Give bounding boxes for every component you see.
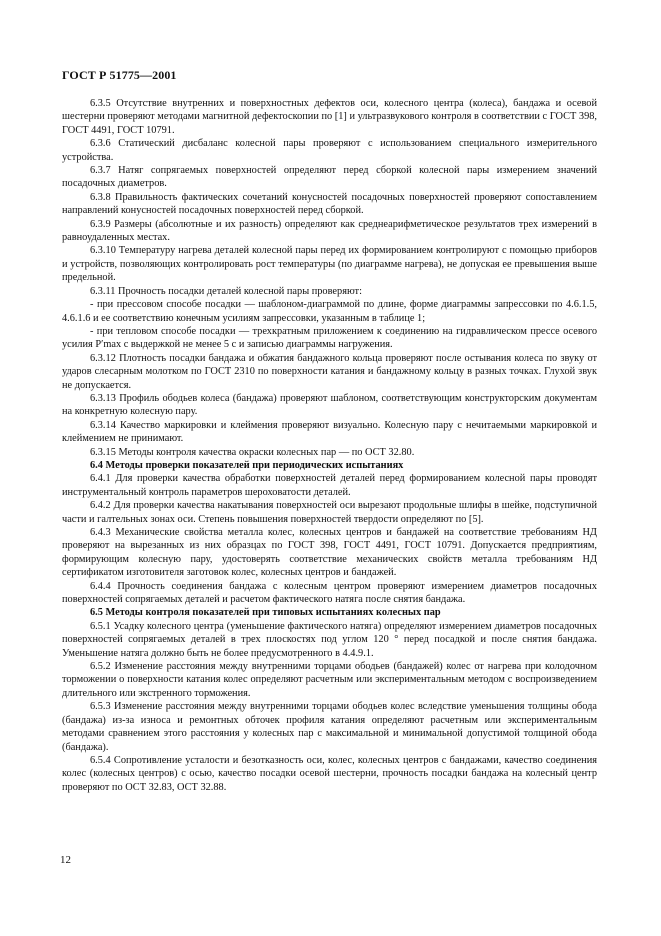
paragraph: 6.3.10 Температуру нагрева деталей колесной пары перед их формированием контролируют с помощью приборов и устройств, позволяющих контролировать рост температуры (по диаграмме нагрева), не допуская ее превышения выше предельной. <box>62 245 597 284</box>
section-heading: 6.5 Методы контроля показателей при типовых испытаниях колесных пар <box>90 607 441 619</box>
paragraph: 6.4.2 Для проверки качества накатывания поверхностей оси вырезают продольные шлифы в шейке, подступичной части и галтельных зонах оси. Степень повышения поверхностей твердости определяют по [5]. <box>62 500 597 525</box>
page-number: 12 <box>60 854 71 866</box>
document-body <box>62 97 597 794</box>
paragraph: 6.5.4 Сопротивление усталости и безотказность оси, колес, колесных центров с бандажами, качество соединения колес (колесных центров) с осью, качество посадки осевой шестерни, прочность посадки бандажа на колесный центр проверяют по ОСТ 32.83, ОСТ 32.88. <box>62 754 597 793</box>
paragraph: 6.3.6 Статический дисбаланс колесной пары проверяют с использованием специального измерительного устройства. <box>62 138 597 163</box>
section-heading: 6.4 Методы проверки показателей при периодических испытаниях <box>90 459 404 471</box>
paragraph: 6.5.2 Изменение расстояния между внутренними торцами ободьев (бандажей) колес от нагрева при колодочном торможении о поверхности катания колес определяют расчетным или экспериментальным методом с воспроизведением длительного или экстренного торможения. <box>62 661 597 699</box>
paragraph: - при прессовом способе посадки — шаблоном-диаграммой по длине, форме диаграммы запрессовки по 4.6.1.5, 4.6.1.6 и ее соответствию конечным усилиям запрессовки, указанным в таблице 1; <box>62 299 597 324</box>
paragraph: 6.3.8 Правильность фактических сочетаний конусностей посадочных поверхностей проверяют сопоставлением направлений конусностей посадочных поверхностей перед сборкой. <box>62 191 597 217</box>
paragraph: 6.5.3 Изменение расстояния между внутренними торцами ободьев колес вследствие уменьшения толщины обода (бандажа) из-за износа и ремонтных обточек профиля катания определяют расчетным или экспериментальным методами сравнением этого расстояния у колесных пар с максимальной и минимальной допустимой толщиной обода (бандажа). <box>62 701 597 753</box>
paragraph: 6.3.13 Профиль ободьев колеса (бандажа) проверяют шаблоном, соответствующим конструкторским документам на конкретную колесную пару. <box>62 392 597 418</box>
paragraph: 6.4.1 Для проверки качества обработки поверхностей деталей перед формированием колесной пары проводят инструментальный контроль параметров шероховатости деталей. <box>62 473 597 498</box>
paragraph: 6.3.14 Качество маркировки и клеймения проверяют визуально. Колесную пару с нечитаемыми маркировкой и клеймением не принимают. <box>62 419 597 445</box>
paragraph: 6.5.1 Усадку колесного центра (уменьшение фактического натяга) определяют измерением диаметров посадочных поверхностей сопрягаемых деталей в трех плоскостях под углом 120 ° перед посадкой и после снятия бандажа. Уменьшение натяга должно быть не более предусмотренного в 4.4.9.1. <box>62 620 597 659</box>
paragraph: 6.4.4 Прочность соединения бандажа с колесным центром проверяют измерением диаметров посадочных поверхностей сопрягаемых деталей и расчетом фактического натяга после снятия бандажа. <box>62 580 597 606</box>
paragraph: - при тепловом способе посадки — трехкратным приложением к соединению на гидравлическом прессе осевого усилия P′max с выдержкой не менее 5 с и записью диаграммы нагружения. <box>62 325 597 351</box>
paragraph: 6.3.9 Размеры (абсолютные и их разность) определяют как среднеарифметическое результатов трех измерений в равноудаленных местах. <box>62 218 597 244</box>
paragraph: 6.3.11 Прочность посадки деталей колесной пары проверяют: <box>90 285 362 297</box>
paragraph: 6.4.3 Механические свойства металла колес, колесных центров и бандажей на соответствие требованиям НД проверяют на вырезанных из них образцах по ГОСТ 398, ГОСТ 4491, ГОСТ 10791. Допускается предприятиям, формирующим колесную пару, удостоверять соответствие механических свойств металла требованиям НД сертификатом изготовителя заготовок колес, колесных центров и бандажей. <box>62 527 597 579</box>
paragraph: 6.3.12 Плотность посадки бандажа и обжатия бандажного кольца проверяют после остывания колеса по звуку от ударов слесарным молотком по ГОСТ 2310 по поверхности катания и бандажному кольцу в разных точках. Глухой звук не допускается. <box>62 352 597 391</box>
paragraph: 6.3.15 Методы контроля качества окраски колесных пар — по ОСТ 32.80. <box>90 446 415 458</box>
paragraph: 6.3.5 Отсутствие внутренних и поверхностных дефектов оси, колесного центра (колеса), бандажа и осевой шестерни проверяют методами магнитной дефектоскопии по [1] и ультразвукового контроля в соответствии с ГОСТ 398, ГОСТ 4491, ГОСТ 10791. <box>62 98 597 136</box>
document-code-header: ГОСТ Р 51775—2001 <box>62 68 177 82</box>
paragraph: 6.3.7 Натяг сопрягаемых поверхностей определяют перед сборкой колесной пары измерением значений посадочных диаметров. <box>62 165 597 190</box>
